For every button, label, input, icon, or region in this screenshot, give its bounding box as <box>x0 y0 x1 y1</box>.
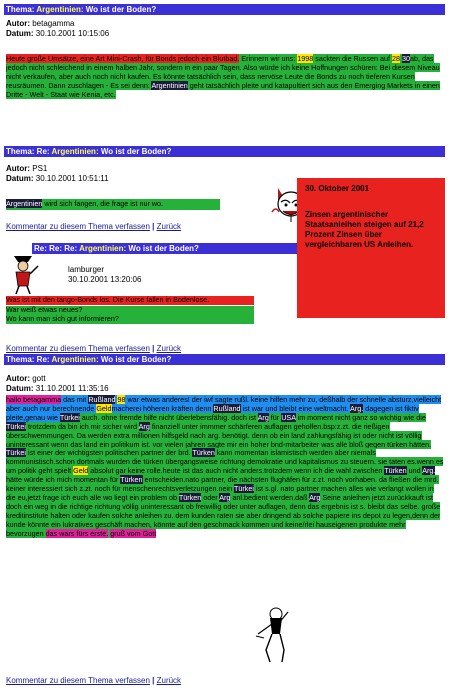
body-segment: USA <box>281 412 296 422</box>
body-segment: Türkei <box>234 484 254 494</box>
god-figure-icon <box>252 604 292 666</box>
body-segment: auch. ohne fremde hilfe nicht überlebensfähig. doch ist <box>79 412 258 422</box>
link-separator: | <box>149 344 157 353</box>
author: lamburger <box>68 265 105 274</box>
title-rest: Wo ist der Boden? <box>100 147 172 156</box>
body-segment: anl.bedient werden.daß <box>230 492 310 502</box>
body-segment: ist einer der wichtigsten politischen partner der brd. <box>25 448 193 458</box>
title-rest: Wo ist der Boden? <box>128 244 199 253</box>
body-segment: und <box>406 466 423 476</box>
body-segment: Geld <box>73 466 89 476</box>
body-segment: Türkei <box>6 448 26 458</box>
body-segment: Türken <box>120 475 143 485</box>
body-segment: Türken <box>192 448 215 458</box>
body-segment: war etwas anderes! der iwf sagte rußl. keine hilfen mehr zu, deßhalb der schnelle absturz,vielleicht aber auch nur berechnende <box>6 395 442 413</box>
post-body <box>6 55 444 100</box>
body-segment: Erinnern wir uns: <box>239 54 298 63</box>
body-segment: Türkei <box>59 412 80 422</box>
post-title-bar <box>4 146 445 157</box>
body-segment: Arg. <box>422 466 436 476</box>
date: 30.10.2001 10:15:06 <box>35 29 110 38</box>
body-segment: hallo betagamma <box>6 395 62 404</box>
author: betagamma <box>32 19 75 28</box>
body-segment: absolut gar keine rolle.heute ist das auch nicht anders.trotzdem wenn ich die wahl zwischen <box>88 466 385 476</box>
back-link[interactable]: Zurück <box>156 676 182 685</box>
body-segment: Arg <box>138 421 150 431</box>
pirate-figure-icon <box>6 250 40 296</box>
post-title-bar <box>32 243 297 254</box>
date: 30.10.2001 10:51:11 <box>35 174 109 183</box>
body-segment: trotzdem da bin ich mir sicher wird <box>25 421 139 431</box>
body-segment: macherei höheren kräften denn <box>111 403 214 413</box>
post-links <box>6 676 181 685</box>
post-body <box>6 396 444 539</box>
author-label: Autor: <box>6 19 30 28</box>
post-title-bar <box>4 4 445 15</box>
title-prefix: Thema: Re: <box>6 355 50 364</box>
body-segment: Türken <box>178 492 202 502</box>
body-segment: 98 <box>117 395 126 404</box>
body-segment: Rußland <box>213 403 241 413</box>
post-body <box>6 306 254 324</box>
body-segment: Rußland <box>88 395 116 404</box>
body-segment: das mit <box>61 395 89 404</box>
comment-link[interactable]: Kommentar zu diesem Thema verfassen <box>6 344 150 353</box>
back-link[interactable]: Zurück <box>156 222 182 231</box>
body-line: Was ist mit den tango-Bonds los. Die Kurse fallen in Bodenlose. <box>6 295 210 304</box>
post-body <box>6 296 254 305</box>
body-segment: Seine anleihen jetzt zurückkauft ist doch ein weg in die richtige richtung völlig uninteressant ob freiwillig oder unter auflagen, denn das ergebnis ist s. bleibt das selbe. große kreditinstitute halten oder kaufen solche anleihen zu. dem kunden raten sie aber dringend ab solche papiere ins depot zu legen,denn der kunde könnte ein lukratives geschäft machen, könnte auf den geschmack kommen und keine/rlei hauseigenen produkte mehr bevorzugen <box>6 492 441 538</box>
body-highlight: Argentinien <box>6 199 43 208</box>
body-segment: 1998 <box>297 54 314 63</box>
title-rest: Wo ist der Boden? <box>100 355 172 364</box>
post-links <box>6 344 181 353</box>
body-segment: ist s.gl. nato partner machen alles wie verlangt wollen in die eu,jetzt frage ich euch alle wo liegt ein problem ob <box>6 484 434 502</box>
post-body <box>6 199 220 210</box>
post-title-bar <box>4 354 445 365</box>
author-label: Autor: <box>6 374 30 383</box>
body-segment: Arg <box>257 412 269 422</box>
title-highlight: Argentinien: <box>79 244 127 253</box>
body-segment: kann momentan islamistisch werden aber niemals kommunistisch.schon dortmals wurden die türken übergangsweise richtung demokratie und kapitalismus zu steuern. sie taten es.wenn es um politik geht spielt <box>6 448 444 476</box>
body-line: Wo kann man sich gut informieren? <box>6 313 119 323</box>
body-segment: ab, das jedoch nicht schleichend in einem halben Jahr, sondern in ein paar Tagen. Also würde ich keine Hoffnungen schüren: Bei diesem Niveau nicht verkaufen, aber auch noch nicht kaufen. Es könnte tatsächlich sein, dass nervöse Leute die Bonds zu noch tieferen Kursen reusräumen. Dann zuschlagen - Es sei denn: <box>6 54 440 90</box>
title-highlight: Argentinien: <box>36 5 84 14</box>
body-segment: hätte würde ich mich momentan für <box>6 475 121 485</box>
body-segment: Heute große Umsätze, eine Art Mini-Crash, für Bonds jedoch ein Blutbad. <box>6 54 240 63</box>
date: 30.10.2001 13:20:06 <box>68 275 142 284</box>
title-highlight: Argentinien: <box>51 355 99 364</box>
date-label: Datum: <box>6 29 34 38</box>
date-label: Datum: <box>6 174 34 183</box>
post-meta <box>6 164 109 184</box>
title-highlight: Argentinien: <box>51 147 99 156</box>
back-link[interactable]: Zurück <box>156 344 182 353</box>
comment-link[interactable]: Kommentar zu diesem Thema verfassen <box>6 222 150 231</box>
body-segment: finanziell unter immmer schärferen auflagen geholfen.bsp:z.zt. die rießigen überschwemmungen. Da werden extra millionen hilfsgeld nach arg. benötigt. denn ob ein land zahlungsfähig ist oder nicht ist völlig uninteressant wenn das land ein politikum ist. vor vielen jahren sagte mir ein hoher bnd-mitarbeiter was alle bloß gegen türken hätten. <box>6 421 432 449</box>
author-label: Autor: <box>6 164 30 173</box>
body-segment: Geld <box>96 403 112 413</box>
body-text: wird sich fangen, die frage ist nur wo. <box>42 199 164 208</box>
post-links <box>6 222 181 231</box>
date: 31.10.2001 11:35:16 <box>35 384 109 393</box>
comment-link[interactable]: Kommentar zu diesem Thema verfassen <box>6 676 150 685</box>
body-segment: Türken <box>384 466 407 476</box>
body-segment: Türkei <box>6 421 26 431</box>
body-segment: für <box>268 412 282 422</box>
body-segment: 30 <box>401 54 410 63</box>
title-prefix: Re: Re: Re: <box>34 244 78 253</box>
link-separator: | <box>149 222 157 231</box>
body-segment: 28 <box>391 54 400 63</box>
title-prefix: Thema: <box>6 5 35 14</box>
body-segment: Arg <box>309 492 321 502</box>
author: gott <box>32 374 46 383</box>
title-prefix: Thema: Re: <box>6 147 50 156</box>
infobox-text: Zinsen argentinischer Staatsanleihen steigen auf 21,2 Prozent Zinsen über vergleichbaren US Anleihen. <box>305 210 424 249</box>
news-infobox <box>297 178 445 318</box>
date-label: Datum: <box>6 384 34 393</box>
body-segment: ist war und bleibt eine weltmacht. <box>240 403 351 413</box>
post-meta <box>6 374 109 394</box>
link-separator: | <box>149 676 157 685</box>
body-segment: das wars fürs erste. <box>45 528 109 538</box>
body-line: War weiß etwas neues? <box>6 305 83 314</box>
post-meta <box>6 19 109 39</box>
body-segment: dagegen ist fiktiv pleite,genau wie <box>6 403 419 422</box>
body-segment: im moment nicht ganz so wichtig wie die <box>295 412 426 422</box>
body-segment: Arg <box>219 492 231 502</box>
infobox-date: 30. Oktober 2001 <box>305 184 370 193</box>
body-segment: gruß vom Gott <box>110 528 157 538</box>
body-segment: entscheiden.nato partner, die nächsten flughäfen für z.zt. noch vorhaben. da fließen die mrd. keiner interessiert sich z.zt. noch für menschenrechtsverletzungen.nein <box>6 475 439 494</box>
post-meta <box>68 265 141 285</box>
author: PS1 <box>32 164 48 173</box>
title-rest: Wo ist der Boden? <box>85 5 157 14</box>
body-segment: Arg. <box>350 403 364 413</box>
body-segment: oder <box>201 492 220 502</box>
body-segment: Argentinien <box>151 80 188 90</box>
body-segment: geht tatsächlich pleite und katapultiert sich aus den Emerging Markets in einen Dritte - Welt - Staat wie Kenia, etc. <box>6 80 440 99</box>
body-segment: sackten die Russen auf <box>313 54 392 63</box>
